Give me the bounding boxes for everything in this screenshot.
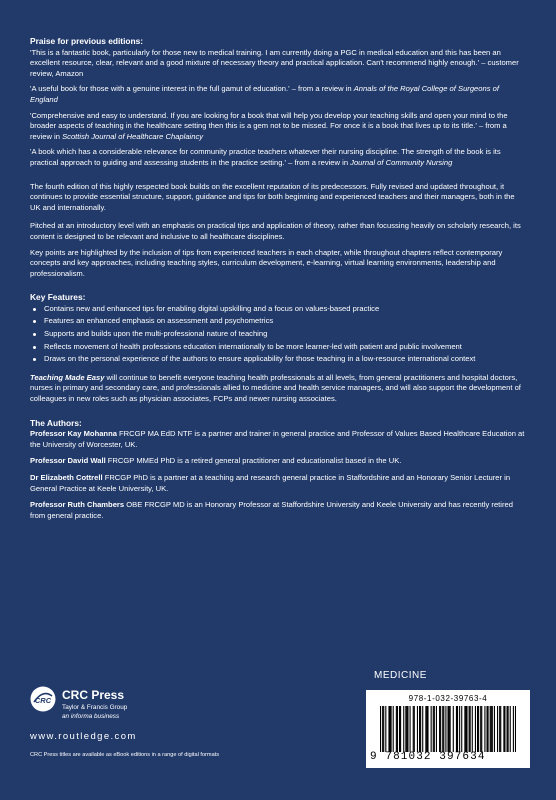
author-bio: FRCGP PhD is a partner at a teaching and research general practice in Staffordshire and an Honorary Senior Lecturer in General Practice at Keele University, UK.: [30, 473, 511, 493]
quote-source-journal: Scottish Journal of Healthcare Chaplaincy: [62, 131, 204, 141]
praise-quote-2: [30, 84, 526, 105]
quote-source-journal: Annals of the Royal College of Surgeons of England: [30, 84, 499, 104]
barcode-bar: [420, 706, 421, 752]
barcode-bar: [504, 706, 505, 752]
praise-quote-1: [30, 48, 526, 80]
barcode-bar: [480, 706, 481, 752]
barcode-bar: [457, 706, 458, 752]
barcode-bar: [406, 706, 407, 752]
praise-quote-4: [30, 147, 526, 168]
barcode-bar: [389, 706, 390, 752]
features-list: [30, 304, 526, 365]
barcode-bar: [400, 706, 401, 752]
barcode-bar: [494, 706, 495, 752]
praise-quote-3: [30, 111, 526, 143]
authors-heading: The Authors:: [30, 417, 82, 428]
summary-text: will continue to benefit everyone teaching health professionals at all levels, from general practitioners and hospital doctors, nurses in primary and secondary care, and professionals allied to medicine and health service managers, and will also support the development of colleagues in new roles such as physician associates, FCPs and newer nursing associates.: [30, 372, 521, 404]
author-entry: [30, 456, 526, 467]
barcode-bar: [470, 706, 471, 752]
barcode-bar: [459, 706, 460, 752]
barcode-bar: [481, 706, 482, 752]
author-bio: FRCGP MMEd PhD is a retired general practitioner and educationalist based in the UK.: [105, 456, 402, 466]
crc-press-logo-icon: [30, 686, 56, 712]
quote-source-prefix: – from a review in: [286, 157, 351, 167]
feature-item: Reflects movement of health professions education internationally to be more learner-led with patient and public involvement: [44, 342, 526, 353]
barcode-bar: [419, 706, 420, 752]
barcode-bar: [403, 706, 404, 752]
barcode-bar: [513, 706, 514, 752]
quote-source-prefix: – from a review in: [289, 84, 354, 94]
barcode-bar: [380, 706, 381, 752]
barcode-bar: [464, 706, 465, 752]
barcode-bar: [488, 706, 489, 752]
barcode-bar: [515, 706, 516, 752]
barcode-bar: [417, 706, 418, 752]
quote-source-prefix: – from a review in: [30, 121, 507, 141]
quote-text: 'Comprehensive and easy to understand. If you are looking for a book that will help you develop your teaching skills and open your mind to the broader aspects of teaching in the healthcare setting then this is a gem not to be missed. For once it is a book that lives up to its title.': [30, 110, 508, 131]
barcode-bar: [427, 706, 428, 752]
barcode-bar: [478, 706, 479, 752]
barcode-bar: [486, 706, 487, 752]
ebook-footer-note: CRC Press titles are available as eBook editions in a range of digital formats: [30, 752, 220, 758]
barcode-bar: [383, 706, 384, 752]
quote-source-journal: Journal of Community Nursing: [350, 157, 453, 167]
barcode-bar: [510, 706, 511, 752]
barcode-bar: [449, 706, 450, 752]
barcode-bar: [407, 706, 408, 752]
barcode-bar: [434, 706, 435, 752]
author-bio: FRCGP MA EdD NTF is a partner and trainer in general practice and Professor of Values Based Healthcare Education at the University of Worcester, UK.: [30, 429, 525, 449]
subject-category: MEDICINE: [374, 670, 427, 681]
barcode-bar: [396, 706, 397, 752]
barcode-bar: [391, 706, 392, 752]
barcode-bar: [442, 706, 443, 752]
barcode-bar: [399, 706, 400, 752]
barcode-bar: [439, 706, 440, 752]
feature-item: Features an enhanced emphasis on assessment and psychometrics: [44, 316, 526, 327]
feature-item: Draws on the personal experience of the authors to ensure applicability for those teaching in a low-resource international context: [44, 354, 526, 365]
cover-text-block: [30, 36, 526, 527]
description-paragraph-3: Key points are highlighted by the inclusion of tips from experienced teachers in each chapter, while throughout chapters reflect contemporary concepts and key approaches, including teaching styles, curriculum development, e-learning, virtual learning environments, leadership and professionalism.: [30, 247, 503, 278]
quote-text: 'A useful book for those with a genuine interest in the full gamut of education.': [30, 84, 290, 94]
barcode-bar: [440, 706, 441, 752]
praise-heading: Praise for previous editions:: [30, 36, 144, 46]
barcode-bar: [388, 706, 389, 752]
barcode-bar: [472, 706, 473, 752]
description-paragraph-1: The fourth edition of this highly respected book builds on the excellent reputation of its predecessors. Fully revised and updated throughout, it continues to provide essential structure, support, guidance and tips for both beginning and experienced teachers and their managers, both in the UK and internationally.: [30, 181, 515, 212]
barcode-bar: [492, 706, 493, 752]
barcode-bar: [465, 706, 466, 752]
author-name: Professor David Wall: [30, 456, 106, 466]
barcode-bar: [443, 706, 444, 752]
barcode-bar: [422, 706, 423, 752]
barcode-bar: [500, 706, 501, 752]
barcode-bar: [490, 706, 491, 752]
feature-item: Contains new and enhanced tips for enabling digital upskilling and a focus on values-based practice: [44, 304, 526, 315]
barcode-bar: [385, 706, 386, 752]
quote-text: 'This is a fantastic book, particularly for those new to medical training. I am currently doing a PGC in medical education and this has been an excellent resource, clear, relevant and a good mixture of necessary theory and practical application. Can't recommend highly enough.': [30, 47, 501, 68]
barcode-bar: [508, 706, 509, 752]
barcode-bar: [445, 706, 446, 752]
publisher-website: www.routledge.com: [30, 731, 137, 742]
publisher-name: CRC Press: [62, 688, 125, 702]
feature-item: Supports and builds upon the multi-professional nature of teaching: [44, 329, 526, 340]
logo-letters: CRC: [34, 696, 52, 705]
features-heading: Key Features:: [30, 292, 86, 303]
summary-paragraph: [30, 373, 526, 405]
author-name: Dr Elizabeth Cottrell: [30, 473, 103, 482]
author-name: Professor Kay Mohanna: [30, 429, 117, 439]
barcode-bar: [507, 706, 508, 752]
barcode-bar: [450, 706, 451, 752]
barcode-bar: [499, 706, 500, 752]
barcode-bar: [466, 706, 467, 752]
barcode-digits: 9 781032 397634: [370, 751, 486, 763]
author-bio: OBE FRCGP MD is an Honorary Professor at Staffordshire University and Keele University and has recently retired from general practice.: [30, 500, 513, 520]
barcode-bar: [503, 706, 504, 752]
barcode-bar: [426, 706, 427, 752]
publisher-business: an informa business: [62, 713, 120, 720]
barcode-bar: [431, 706, 432, 752]
quote-source: – customer review, Amazon: [30, 58, 519, 78]
barcode-bar: [413, 706, 414, 752]
barcode-bar: [477, 706, 478, 752]
barcode: [366, 690, 530, 768]
description-paragraph-2: Pitched at an introductory level with an emphasis on practical tips and application of theory, rather than focussing heavily on scholarly research, its content is designed to be relevant and inclusive to all healthcare disciplines.: [30, 221, 521, 241]
barcode-bar: [491, 706, 492, 752]
publisher-group: Taylor & Francis Group: [62, 704, 128, 711]
author-entry: [30, 500, 526, 521]
barcode-bar: [469, 706, 470, 752]
barcode-bars: [380, 706, 516, 752]
barcode-bar: [453, 706, 454, 752]
author-name: Professor Ruth Chambers: [30, 500, 125, 510]
quote-text: 'A book which has a considerable relevance for community practice teachers whatever their nursing discipline. The strength of the book is its practical approach to guiding and assessing students in the practice setting.': [30, 147, 501, 167]
barcode-bar: [456, 706, 457, 752]
barcode-bar: [433, 706, 434, 752]
author-entry: [30, 429, 526, 450]
barcode-bar: [393, 706, 394, 752]
barcode-bar: [497, 706, 498, 752]
barcode-bar: [397, 706, 398, 752]
barcode-bar: [410, 706, 411, 752]
barcode-bar: [414, 706, 415, 752]
barcode-bar: [382, 706, 383, 752]
barcode-bar: [475, 706, 476, 752]
book-title: Teaching Made Easy: [30, 372, 105, 382]
barcode-bar: [436, 706, 437, 752]
barcode-bar: [484, 706, 485, 752]
barcode-bar: [461, 706, 462, 752]
barcode-bar: [425, 706, 426, 752]
author-entry: [30, 473, 526, 494]
barcode-bar: [447, 706, 448, 752]
barcode-bar: [405, 706, 406, 752]
isbn-text: 978-1-032-39763-4: [408, 694, 488, 703]
